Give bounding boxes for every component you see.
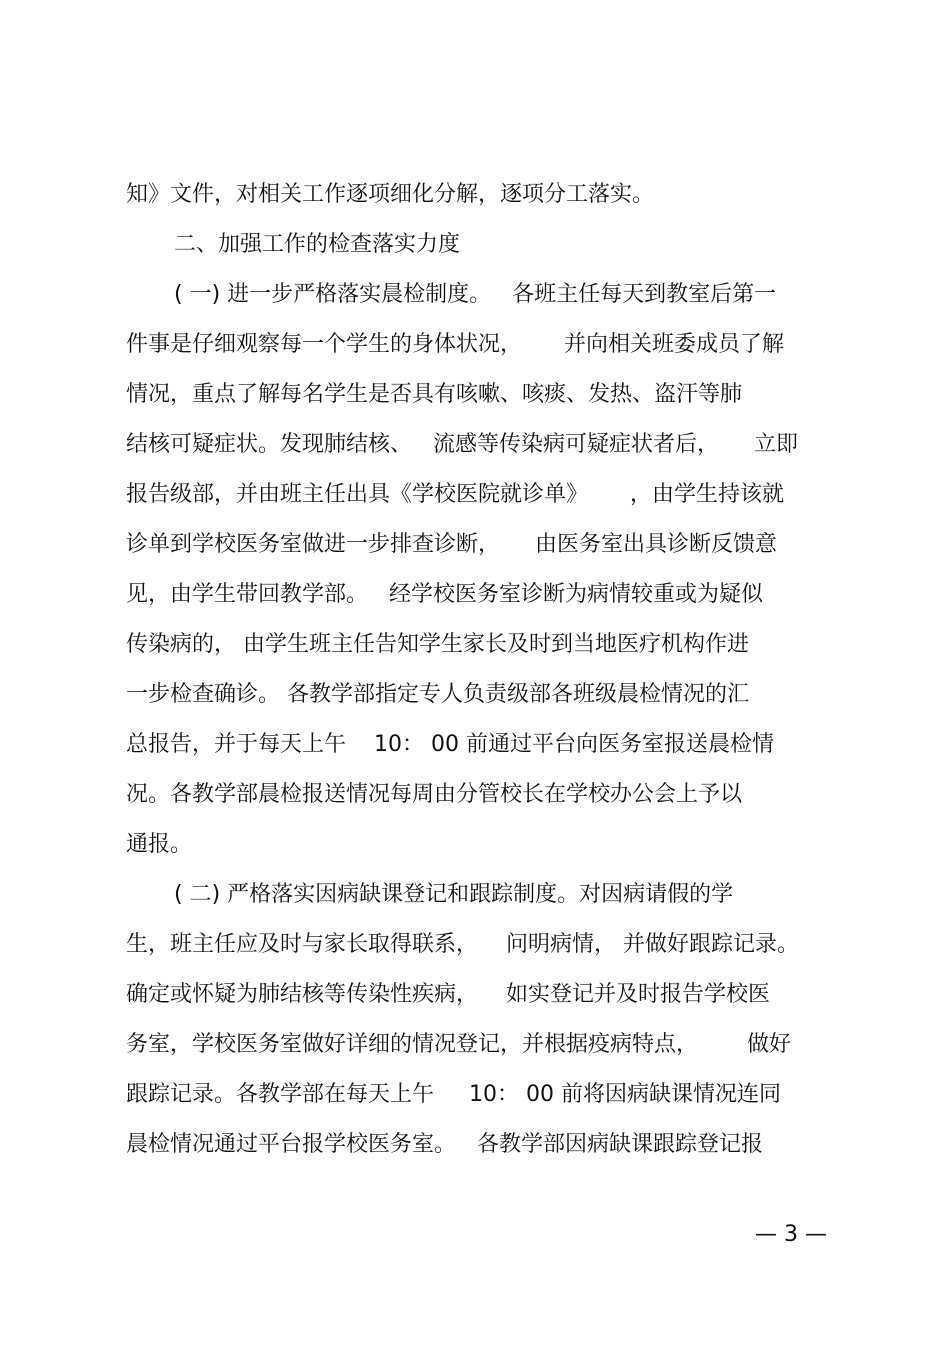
text-line: 跟踪记录。各教学部在每天上午 10： 00 前将因病缺课情况连同 xyxy=(126,1082,781,1107)
text-line: 确定或怀疑为肺结核等传染性疾病， 如实登记并及时报告学校医 xyxy=(126,982,770,1007)
text-line: 报告级部，并由班主任出具《学校医院就诊单》 ，由学生持该就 xyxy=(126,482,784,507)
text-line: 况。各教学部晨检报送情况每周由分管校长在学校办公会上予以 xyxy=(126,782,743,807)
text-line: 知》文件，对相关工作逐项细化分解，逐项分工落实。 xyxy=(126,182,655,207)
text-line: 总报告，并于每天上午 10： 00 前通过平台向医务室报送晨检情 xyxy=(126,732,774,757)
text-line: 传染病的， 由学生班主任告知学生家长及时到当地医疗机构作进 xyxy=(126,632,749,657)
text-line: 通报。 xyxy=(126,832,193,857)
text-line: 见，由学生带回教学部。 经学校医务室诊断为病情较重或为疑似 xyxy=(126,582,763,607)
text-line: 件事是仔细观察每一个学生的身体状况， 并向相关班委成员了解 xyxy=(126,332,784,357)
section-heading: 二、加强工作的检查落实力度 xyxy=(174,232,461,257)
text-line: 生，班主任应及时与家长取得联系， 问明病情， 并做好跟踪记录。 xyxy=(126,932,799,957)
text-line: 结核可疑症状。发现肺结核、 流感等传染病可疑症状者后， 立即 xyxy=(126,432,798,457)
subsection-heading: ( 二) 严格落实因病缺课登记和跟踪制度。对因病请假的学 xyxy=(174,882,734,907)
text-line: 晨检情况通过平台报学校医务室。 各教学部因病缺课跟踪登记报 xyxy=(126,1132,763,1157)
text-line: 诊单到学校医务室做进一步排查诊断， 由医务室出具诊断反馈意 xyxy=(126,532,777,557)
page-number: — 3 — xyxy=(755,1222,827,1247)
subsection-heading: ( 一) 进一步严格落实晨检制度。 各班主任每天到教室后第一 xyxy=(174,282,777,307)
text-line: 一步检查确诊。 各教学部指定专人负责级部各班级晨检情况的汇 xyxy=(126,682,749,707)
text-line: 情况，重点了解每名学生是否具有咳嗽、咳痰、发热、盗汗等肺 xyxy=(126,382,743,407)
text-line: 务室，学校医务室做好详细的情况登记，并根据疫病特点， 做好 xyxy=(126,1032,791,1057)
